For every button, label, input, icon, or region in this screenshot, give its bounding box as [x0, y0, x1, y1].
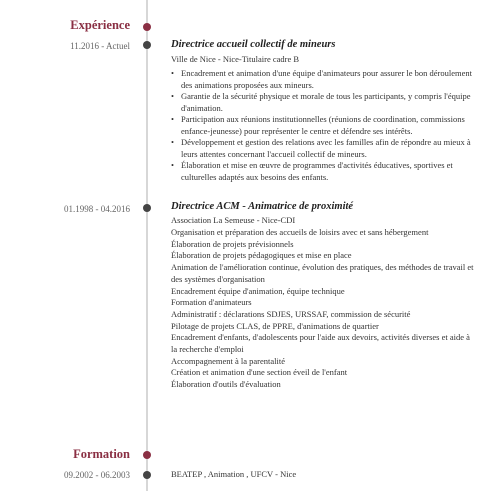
list-item: Encadrement équipe d'animation, équipe technique [171, 285, 345, 296]
entry-date: 11.2016 - Actuel [70, 41, 130, 51]
list-item: Pilotage de projets CLAS, de PPRE, d'animations de quartier [171, 320, 379, 331]
list-item: Élaboration de projets pédagogiques et mise en place [171, 250, 352, 261]
list-item: Accompagnement à la parentalité [171, 355, 285, 366]
section-title-formation: Formation [73, 447, 130, 461]
timeline-dot [143, 23, 151, 31]
list-item: Encadrement d'enfants, d'adolescents pour l'aide aux devoirs, activités diverses et aide à la recherche d'emploi [171, 332, 470, 355]
entry-date: 09.2002 - 06.2003 [64, 470, 130, 480]
list-item: • Participation aux réunions institutionnelles (réunions de coordination, commissions enfance-jeunesse) pour représenter le centre et défendre ses intérêts. [171, 114, 476, 137]
list-item: • Garantie de la sécurité physique et morale de tous les participants, y compris l'équipe d'animation. [171, 91, 476, 114]
timeline-dot [143, 471, 151, 479]
list-item: Élaboration de projets prévisionnels [171, 238, 294, 249]
list-item: Organisation et préparation des accueils de loisirs avec et sans hébergement [171, 227, 429, 237]
job-title: Directrice accueil collectif de mineurs [171, 39, 336, 50]
section-title-experience: Expérience [70, 18, 130, 32]
job-title: Directrice ACM - Animatrice de proximité [171, 201, 354, 212]
list-item: • Élaboration et mise en œuvre de programmes d'activités éducatives, sportives et culturelles adaptés aux besoins des enfants. [171, 160, 476, 183]
timeline-dot [143, 451, 151, 459]
job-employer: Ville de Nice - Nice-Titulaire cadre B [171, 54, 300, 64]
list-item: • Encadrement et animation d'une équipe d'animateurs pour assurer le bon déroulement des animations proposées aux mineurs. [171, 68, 476, 91]
timeline-dot [143, 41, 151, 49]
job-employer: Association La Semeuse - Nice-CDI [171, 215, 296, 225]
responsibility-list [171, 227, 476, 391]
list-item: Élaboration d'outils d'évaluation [171, 379, 281, 390]
responsibility-list [171, 68, 476, 183]
list-item: Administratif : déclarations SDJES, URSSAF, commission de sécurité [171, 308, 411, 319]
list-item: • Développement et gestion des relations avec les familles afin de répondre au mieux à leurs attentes concernant l'accueil collectif de mineurs. [171, 137, 476, 160]
timeline-line [146, 0, 148, 491]
list-item: Formation d'animateurs [171, 297, 252, 308]
entry-date: 01.1998 - 04.2016 [64, 204, 130, 214]
list-item: Animation de l'amélioration continue, évolution des pratiques, des méthodes de travail et des systèmes d'organisation [171, 262, 474, 284]
formation-entry: BEATEP , Animation , UFCV - Nice [171, 469, 297, 479]
timeline-dot [143, 204, 151, 212]
list-item: Création et animation d'une section éveil de l'enfant [171, 367, 348, 378]
